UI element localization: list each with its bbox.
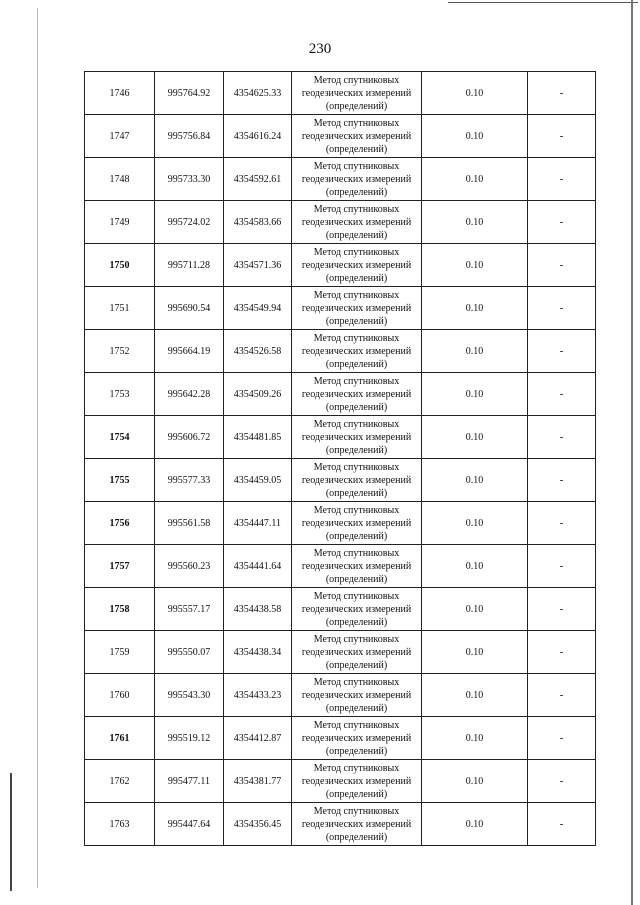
method-text-line: (определений)	[325, 143, 388, 155]
point-number-cell: 1752	[85, 330, 155, 373]
method-cell	[292, 201, 422, 244]
x-coordinate-cell: 995519.12	[155, 717, 224, 760]
note-cell: -	[528, 803, 596, 846]
y-coordinate-cell: 4354616.24	[224, 115, 292, 158]
point-number-cell: 1754	[85, 416, 155, 459]
note-cell: -	[528, 588, 596, 631]
accuracy-cell: 0.10	[422, 760, 528, 803]
y-coordinate-cell: 4354571.36	[224, 244, 292, 287]
point-number-cell: 1763	[85, 803, 155, 846]
method-text-line: (определений)	[325, 487, 388, 499]
accuracy-cell: 0.10	[422, 287, 528, 330]
scan-edge-line-left-bottom	[10, 773, 12, 891]
accuracy-cell: 0.10	[422, 545, 528, 588]
x-coordinate-cell: 995724.02	[155, 201, 224, 244]
y-coordinate-cell: 4354526.58	[224, 330, 292, 373]
method-text-line: Метод спутниковых	[313, 461, 400, 473]
method-text-line: Метод спутниковых	[313, 590, 400, 602]
y-coordinate-cell: 4354438.34	[224, 631, 292, 674]
accuracy-cell: 0.10	[422, 674, 528, 717]
method-text-line: (определений)	[325, 272, 388, 284]
method-text-line: геодезических измерений	[301, 646, 412, 658]
y-coordinate-cell: 4354433.23	[224, 674, 292, 717]
method-cell	[292, 330, 422, 373]
table-row	[85, 502, 596, 545]
accuracy-cell: 0.10	[422, 502, 528, 545]
scan-edge-line-right	[631, 0, 633, 905]
table-row	[85, 373, 596, 416]
point-number-cell: 1746	[85, 72, 155, 115]
method-text-line: геодезических измерений	[301, 560, 412, 572]
table-row	[85, 545, 596, 588]
page-number: 230	[308, 41, 332, 57]
x-coordinate-cell: 995642.28	[155, 373, 224, 416]
note-cell: -	[528, 717, 596, 760]
table-row	[85, 287, 596, 330]
accuracy-cell: 0.10	[422, 201, 528, 244]
accuracy-cell: 0.10	[422, 588, 528, 631]
method-text-line: геодезических измерений	[301, 603, 412, 615]
y-coordinate-cell: 4354356.45	[224, 803, 292, 846]
x-coordinate-cell: 995711.28	[155, 244, 224, 287]
coordinates-table	[84, 71, 596, 846]
table-row	[85, 72, 596, 115]
method-text-line: Метод спутниковых	[313, 547, 400, 559]
y-coordinate-cell: 4354441.64	[224, 545, 292, 588]
method-text-line: (определений)	[325, 444, 388, 456]
x-coordinate-cell: 995577.33	[155, 459, 224, 502]
method-text-line: (определений)	[325, 530, 388, 542]
x-coordinate-cell: 995550.07	[155, 631, 224, 674]
table-row	[85, 674, 596, 717]
table-row	[85, 803, 596, 846]
method-text-line: геодезических измерений	[301, 775, 412, 787]
point-number-cell: 1761	[85, 717, 155, 760]
point-number-cell: 1753	[85, 373, 155, 416]
method-text-line: Метод спутниковых	[313, 805, 400, 817]
table-row	[85, 244, 596, 287]
y-coordinate-cell: 4354592.61	[224, 158, 292, 201]
method-text-line: Метод спутниковых	[313, 332, 400, 344]
scan-edge-line-top-right	[448, 2, 638, 3]
method-cell	[292, 674, 422, 717]
method-text-line: Метод спутниковых	[313, 246, 400, 258]
method-text-line: Метод спутниковых	[313, 719, 400, 731]
table-row	[85, 717, 596, 760]
x-coordinate-cell: 995447.64	[155, 803, 224, 846]
method-text-line: Метод спутниковых	[313, 160, 400, 172]
point-number-cell: 1755	[85, 459, 155, 502]
table-row	[85, 760, 596, 803]
accuracy-cell: 0.10	[422, 373, 528, 416]
note-cell: -	[528, 502, 596, 545]
method-text-line: Метод спутниковых	[313, 203, 400, 215]
method-text-line: (определений)	[325, 659, 388, 671]
method-cell	[292, 631, 422, 674]
note-cell: -	[528, 631, 596, 674]
point-number-cell: 1760	[85, 674, 155, 717]
accuracy-cell: 0.10	[422, 244, 528, 287]
method-text-line: (определений)	[325, 358, 388, 370]
accuracy-cell: 0.10	[422, 717, 528, 760]
accuracy-cell: 0.10	[422, 459, 528, 502]
x-coordinate-cell: 995606.72	[155, 416, 224, 459]
point-number-cell: 1757	[85, 545, 155, 588]
note-cell: -	[528, 330, 596, 373]
method-text-line: геодезических измерений	[301, 87, 412, 99]
accuracy-cell: 0.10	[422, 158, 528, 201]
method-text-line: (определений)	[325, 616, 388, 628]
method-text-line: (определений)	[325, 186, 388, 198]
x-coordinate-cell: 995664.19	[155, 330, 224, 373]
x-coordinate-cell: 995560.23	[155, 545, 224, 588]
method-text-line: (определений)	[325, 315, 388, 327]
method-cell	[292, 459, 422, 502]
accuracy-cell: 0.10	[422, 72, 528, 115]
table-row	[85, 158, 596, 201]
point-number-cell: 1747	[85, 115, 155, 158]
point-number-cell: 1756	[85, 502, 155, 545]
x-coordinate-cell: 995543.30	[155, 674, 224, 717]
method-text-line: Метод спутниковых	[313, 504, 400, 516]
method-text-line: Метод спутниковых	[313, 418, 400, 430]
note-cell: -	[528, 674, 596, 717]
point-number-cell: 1758	[85, 588, 155, 631]
note-cell: -	[528, 760, 596, 803]
note-cell: -	[528, 373, 596, 416]
point-number-cell: 1759	[85, 631, 155, 674]
method-text-line: (определений)	[325, 573, 388, 585]
table-row	[85, 459, 596, 502]
y-coordinate-cell: 4354438.58	[224, 588, 292, 631]
y-coordinate-cell: 4354549.94	[224, 287, 292, 330]
method-cell	[292, 545, 422, 588]
point-number-cell: 1751	[85, 287, 155, 330]
method-text-line: геодезических измерений	[301, 345, 412, 357]
point-number-cell: 1748	[85, 158, 155, 201]
method-text-line: (определений)	[325, 100, 388, 112]
note-cell: -	[528, 416, 596, 459]
point-number-cell: 1749	[85, 201, 155, 244]
method-text-line: (определений)	[325, 229, 388, 241]
table-row	[85, 201, 596, 244]
y-coordinate-cell: 4354481.85	[224, 416, 292, 459]
accuracy-cell: 0.10	[422, 330, 528, 373]
y-coordinate-cell: 4354459.05	[224, 459, 292, 502]
x-coordinate-cell: 995764.92	[155, 72, 224, 115]
method-cell	[292, 588, 422, 631]
method-text-line: геодезических измерений	[301, 259, 412, 271]
table-row	[85, 115, 596, 158]
note-cell: -	[528, 201, 596, 244]
method-cell	[292, 760, 422, 803]
method-cell	[292, 803, 422, 846]
scan-edge-line-left	[37, 8, 38, 888]
method-cell	[292, 717, 422, 760]
method-text-line: Метод спутниковых	[313, 74, 400, 86]
accuracy-cell: 0.10	[422, 631, 528, 674]
y-coordinate-cell: 4354412.87	[224, 717, 292, 760]
point-number-cell: 1750	[85, 244, 155, 287]
note-cell: -	[528, 72, 596, 115]
accuracy-cell: 0.10	[422, 803, 528, 846]
note-cell: -	[528, 287, 596, 330]
x-coordinate-cell: 995756.84	[155, 115, 224, 158]
method-text-line: (определений)	[325, 702, 388, 714]
accuracy-cell: 0.10	[422, 416, 528, 459]
note-cell: -	[528, 545, 596, 588]
table-row	[85, 330, 596, 373]
accuracy-cell: 0.10	[422, 115, 528, 158]
method-text-line: геодезических измерений	[301, 302, 412, 314]
method-cell	[292, 287, 422, 330]
method-text-line: геодезических измерений	[301, 689, 412, 701]
method-text-line: геодезических измерений	[301, 474, 412, 486]
method-cell	[292, 158, 422, 201]
x-coordinate-cell: 995733.30	[155, 158, 224, 201]
method-cell	[292, 72, 422, 115]
method-text-line: геодезических измерений	[301, 431, 412, 443]
y-coordinate-cell: 4354381.77	[224, 760, 292, 803]
x-coordinate-cell: 995477.11	[155, 760, 224, 803]
method-text-line: Метод спутниковых	[313, 676, 400, 688]
x-coordinate-cell: 995690.54	[155, 287, 224, 330]
method-cell	[292, 115, 422, 158]
method-cell	[292, 244, 422, 287]
coordinates-table-body	[85, 72, 596, 846]
method-cell	[292, 416, 422, 459]
method-text-line: геодезических измерений	[301, 173, 412, 185]
method-text-line: (определений)	[325, 745, 388, 757]
method-text-line: (определений)	[325, 788, 388, 800]
method-text-line: геодезических измерений	[301, 388, 412, 400]
method-text-line: Метод спутниковых	[313, 762, 400, 774]
method-text-line: (определений)	[325, 401, 388, 413]
method-text-line: геодезических измерений	[301, 517, 412, 529]
y-coordinate-cell: 4354509.26	[224, 373, 292, 416]
note-cell: -	[528, 158, 596, 201]
method-text-line: Метод спутниковых	[313, 117, 400, 129]
note-cell: -	[528, 115, 596, 158]
point-number-cell: 1762	[85, 760, 155, 803]
x-coordinate-cell: 995557.17	[155, 588, 224, 631]
method-text-line: геодезических измерений	[301, 216, 412, 228]
y-coordinate-cell: 4354447.11	[224, 502, 292, 545]
y-coordinate-cell: 4354583.66	[224, 201, 292, 244]
table-row	[85, 588, 596, 631]
method-text-line: геодезических измерений	[301, 130, 412, 142]
method-cell	[292, 502, 422, 545]
method-text-line: Метод спутниковых	[313, 375, 400, 387]
method-text-line: геодезических измерений	[301, 732, 412, 744]
table-row	[85, 631, 596, 674]
method-text-line: (определений)	[325, 831, 388, 843]
note-cell: -	[528, 459, 596, 502]
y-coordinate-cell: 4354625.33	[224, 72, 292, 115]
x-coordinate-cell: 995561.58	[155, 502, 224, 545]
method-cell	[292, 373, 422, 416]
table-row	[85, 416, 596, 459]
method-text-line: геодезических измерений	[301, 818, 412, 830]
method-text-line: Метод спутниковых	[313, 633, 400, 645]
method-text-line: Метод спутниковых	[313, 289, 400, 301]
note-cell: -	[528, 244, 596, 287]
